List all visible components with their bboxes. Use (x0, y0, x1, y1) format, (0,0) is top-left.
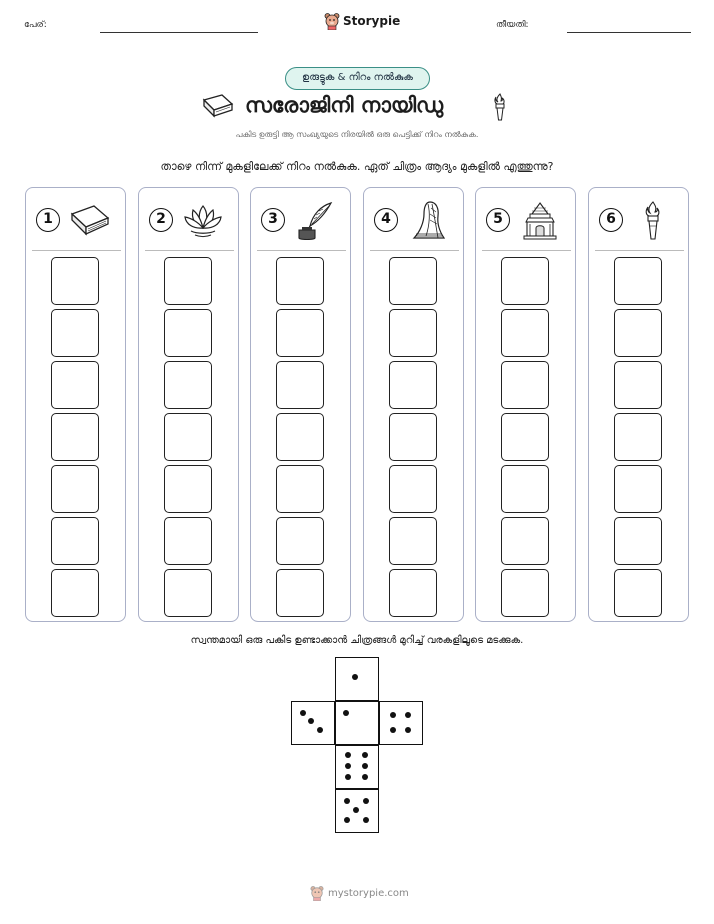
color-box[interactable] (389, 517, 437, 565)
column-header (251, 188, 350, 250)
column-header (26, 188, 125, 250)
color-box[interactable] (51, 569, 99, 617)
column-number: 6 (599, 208, 623, 232)
color-box[interactable] (389, 257, 437, 305)
color-box[interactable] (501, 257, 549, 305)
date-label: തീയതി: (496, 20, 529, 30)
color-box[interactable] (164, 517, 212, 565)
color-box[interactable] (501, 361, 549, 409)
column-divider (32, 250, 121, 251)
die-pip (344, 817, 350, 823)
die-pip (362, 763, 368, 769)
column-divider (370, 250, 459, 251)
die-face-4 (379, 701, 423, 745)
column-number: 4 (374, 208, 398, 232)
lotus-icon (181, 200, 225, 242)
die-pip (300, 710, 306, 716)
column-2 (138, 187, 239, 622)
title-row (200, 92, 514, 122)
worksheet-header (0, 0, 714, 48)
column-5 (475, 187, 576, 622)
column-number: 3 (261, 208, 285, 232)
page-title: സരോജിനി നായിഡു (245, 93, 444, 117)
die-pip (405, 727, 411, 733)
die-pip (362, 752, 368, 758)
color-box[interactable] (51, 465, 99, 513)
color-box[interactable] (389, 309, 437, 357)
die-pip (405, 712, 411, 718)
column-1 (25, 187, 126, 622)
color-box[interactable] (276, 413, 324, 461)
brand-name: Storypie (343, 14, 401, 28)
die-pip (363, 798, 369, 804)
column-4 (363, 187, 464, 622)
die-pip (317, 727, 323, 733)
column-number: 5 (486, 208, 510, 232)
die-pip (363, 817, 369, 823)
color-box[interactable] (276, 309, 324, 357)
color-box[interactable] (276, 517, 324, 565)
column-header (139, 188, 238, 250)
color-box[interactable] (51, 309, 99, 357)
color-box[interactable] (164, 465, 212, 513)
column-3 (250, 187, 351, 622)
book-icon (200, 92, 236, 122)
color-box[interactable] (501, 413, 549, 461)
color-box[interactable] (614, 465, 662, 513)
column-number: 2 (149, 208, 173, 232)
color-box[interactable] (389, 465, 437, 513)
instruction-text: താഴെ നിന്ന് മുകളിലേക്ക് നിറം നൽകുക. ഏത് ചിത്രം ആദ്യം മുകളിൽ എത്തുന്നു? (160, 160, 554, 173)
color-box[interactable] (51, 257, 99, 305)
activity-badge: ഉരുട്ടുക & നിറം നൽകുക (285, 67, 430, 90)
brand-logo (324, 12, 400, 30)
color-box[interactable] (614, 257, 662, 305)
color-box[interactable] (501, 517, 549, 565)
column-header (589, 188, 688, 250)
die-face-1 (335, 701, 379, 745)
color-box[interactable] (164, 569, 212, 617)
color-box[interactable] (164, 413, 212, 461)
die-pip (345, 774, 351, 780)
bear-icon (310, 885, 324, 901)
die-face-5 (335, 789, 379, 833)
column-divider (482, 250, 571, 251)
column-divider (257, 250, 346, 251)
die-pip (345, 752, 351, 758)
column-header (476, 188, 575, 250)
column-number: 1 (36, 208, 60, 232)
color-box[interactable] (389, 361, 437, 409)
die-pip (344, 798, 350, 804)
saree-icon (406, 200, 450, 242)
die-pip (308, 718, 314, 724)
footer (310, 885, 409, 901)
column-divider (145, 250, 234, 251)
color-box[interactable] (51, 413, 99, 461)
color-box[interactable] (276, 569, 324, 617)
die-pip (362, 774, 368, 780)
color-box[interactable] (614, 569, 662, 617)
die-face-1 (335, 657, 379, 701)
die-pip (352, 674, 358, 680)
color-box[interactable] (164, 257, 212, 305)
color-box[interactable] (501, 309, 549, 357)
name-line (100, 32, 258, 33)
name-label: പേര്: (24, 20, 47, 30)
color-box[interactable] (164, 361, 212, 409)
color-box[interactable] (614, 361, 662, 409)
color-box[interactable] (389, 413, 437, 461)
die-pip (390, 727, 396, 733)
color-box[interactable] (51, 361, 99, 409)
color-box[interactable] (276, 465, 324, 513)
fold-instruction: സ്വന്തമായി ഒരു പകിട ഉണ്ടാക്കാൻ ചിത്രങ്ങൾ മുറിച്ച് വരകളിലൂടെ മടക്കുക. (190, 635, 524, 646)
footer-url[interactable]: mystorypie.com (328, 887, 409, 899)
book-icon (68, 200, 112, 242)
color-box[interactable] (389, 569, 437, 617)
die-pip (353, 807, 359, 813)
torch-icon (490, 92, 510, 122)
die-pip (345, 763, 351, 769)
color-box[interactable] (614, 517, 662, 565)
die-pip (390, 712, 396, 718)
color-box[interactable] (501, 465, 549, 513)
color-box[interactable] (614, 309, 662, 357)
torch-icon (631, 200, 675, 242)
bear-icon (324, 12, 340, 30)
color-box[interactable] (501, 569, 549, 617)
column-header (364, 188, 463, 250)
date-line (567, 32, 691, 33)
die-face-3 (291, 701, 335, 745)
temple-icon (518, 200, 562, 242)
quill-ink-icon (293, 200, 337, 242)
column-divider (595, 250, 684, 251)
die-pip (343, 710, 349, 716)
column-6 (588, 187, 689, 622)
die-face-6 (335, 745, 379, 789)
color-box[interactable] (276, 257, 324, 305)
color-box[interactable] (276, 361, 324, 409)
color-box[interactable] (51, 517, 99, 565)
color-box[interactable] (614, 413, 662, 461)
color-box[interactable] (164, 309, 212, 357)
subtitle: പകിട ഉരുട്ടി ആ സംഖ്യയുടെ നിരയിൽ ഒരു പെട്ടിക്ക് നിറം നൽകുക. (235, 130, 479, 139)
